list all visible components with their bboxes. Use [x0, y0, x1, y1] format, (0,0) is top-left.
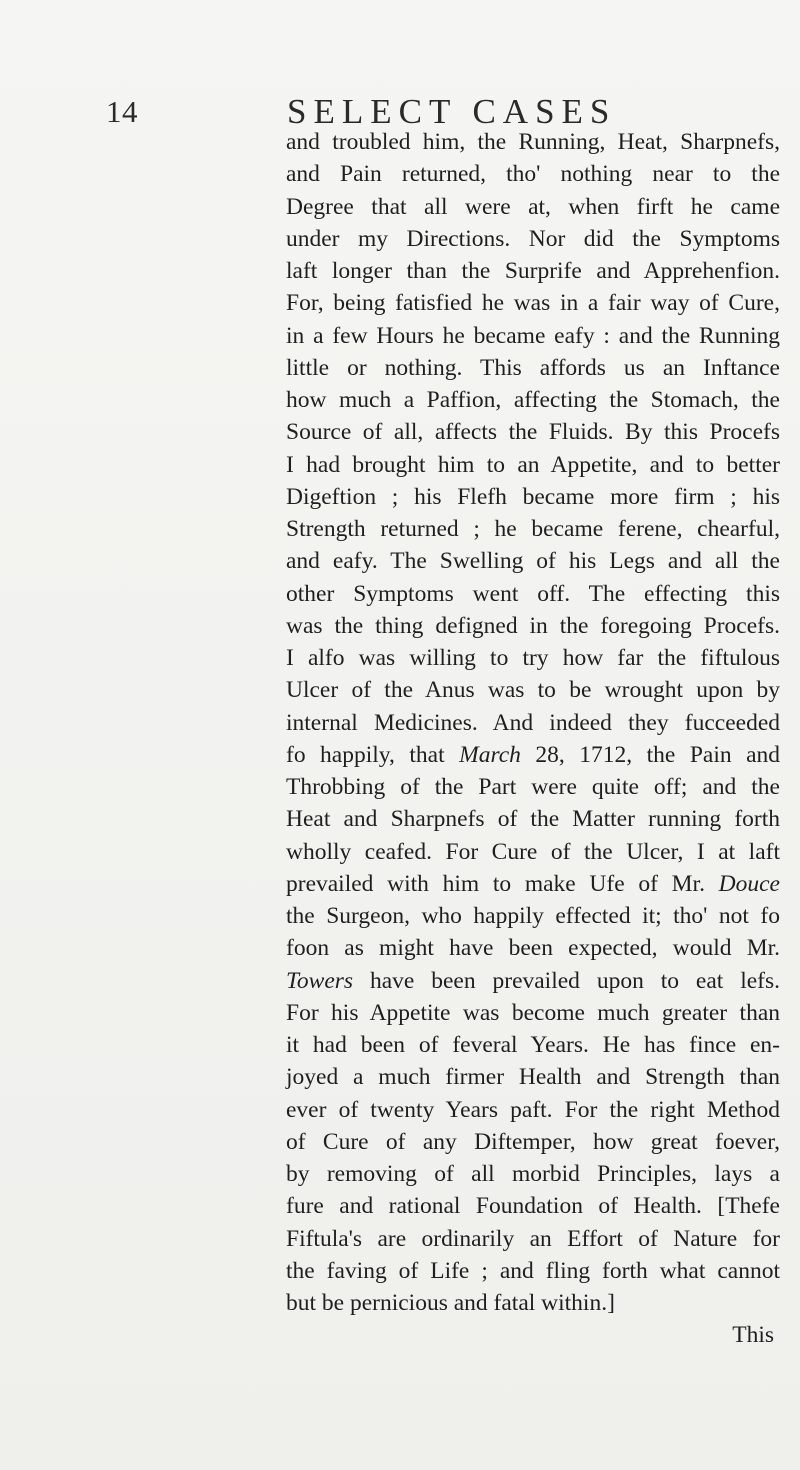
text-line: For, being fatisfied he was in a fair way of Cure, — [286, 290, 780, 317]
text-line: fure and rational Foundation of Health. [Thefe — [286, 1193, 780, 1220]
italic-name: Towers — [286, 967, 354, 994]
text-line: wholly ceafed. For Cure of the Ulcer, I at laft — [286, 838, 780, 865]
text-line: little or nothing. This affords us an Inftance — [286, 354, 780, 381]
text-line: For his Appetite was become much greater than — [286, 999, 780, 1026]
text-fragment: 28, 1712, the Pain and — [535, 741, 781, 768]
italic-month: March — [459, 741, 521, 768]
text-line: under my Directions. Nor did the Symptoms — [286, 225, 780, 252]
text-line: foon as might have been expected, would Mr. — [286, 935, 780, 962]
text-line: it had been of feveral Years. He has fince en- — [286, 1032, 780, 1058]
text-line: and Pain returned, tho' nothing near to the — [286, 161, 780, 188]
text-line: Source of all, affects the Fluids. By this Procefs — [286, 419, 780, 446]
running-head: SELECT CASES — [287, 92, 617, 131]
text-line: Heat and Sharpnefs of the Matter running forth — [286, 806, 780, 833]
text-line: of Cure of any Diftemper, how great foever, — [286, 1128, 780, 1155]
text-line-dated — [286, 739, 780, 771]
text-line: Fiftula's are ordinarily an Effort of Nature for — [286, 1225, 780, 1252]
text-line: was the thing defigned in the foregoing Procefs. — [286, 612, 780, 639]
text-line: Strength returned ; he became ferene, chearful, — [286, 516, 780, 542]
text-line: internal Medicines. And indeed they fucceeded — [286, 709, 780, 736]
page-number: 14 — [106, 94, 138, 129]
text-fragment: have been prevailed upon to eat lefs. — [369, 967, 781, 994]
text-line: I alfo was willing to try how far the fiftulous — [286, 645, 780, 671]
text-line: ever of twenty Years paft. For the right Method — [286, 1096, 780, 1123]
text-line: laft longer than the Surprife and Apprehenfion. — [286, 258, 780, 284]
text-line: I had brought him to an Appetite, and to better — [286, 451, 780, 478]
text-line: and eafy. The Swelling of his Legs and all the — [286, 548, 780, 575]
text-line: joyed a much firmer Health and Strength than — [286, 1064, 780, 1091]
text-line: Digeftion ; his Flefh became more firm ; his — [286, 483, 780, 510]
text-line: in a few Hours he became eafy : and the Running — [286, 322, 780, 349]
text-line: Ulcer of the Anus was to be wrought upon by — [286, 677, 780, 704]
text-line: but be pernicious and fatal within.] — [286, 1290, 615, 1316]
text-line: the faving of Life ; and fling forth what cannot — [286, 1257, 780, 1284]
italic-name: Douce — [718, 870, 780, 897]
text-line: other Symptoms went off. The effecting this — [286, 580, 780, 607]
catchword: This — [732, 1322, 774, 1349]
text-line: how much a Paffion, affecting the Stomach, the — [286, 387, 780, 413]
text-line-named — [286, 868, 780, 900]
text-line: Throbbing of the Part were quite off; and the — [286, 774, 780, 800]
text-line: and troubled him, the Running, Heat, Sharpnefs, — [286, 129, 780, 155]
text-line: by removing of all morbid Principles, lays a — [286, 1161, 780, 1187]
body-text — [286, 126, 780, 1352]
text-line: Degree that all were at, when firft he came — [286, 193, 780, 220]
text-line-named — [286, 965, 780, 997]
text-line: the Surgeon, who happily effected it; tho' not fo — [286, 903, 780, 929]
text-fragment: prevailed with him to make Ufe of Mr. — [286, 870, 705, 897]
text-fragment: fo happily, that — [286, 741, 445, 768]
